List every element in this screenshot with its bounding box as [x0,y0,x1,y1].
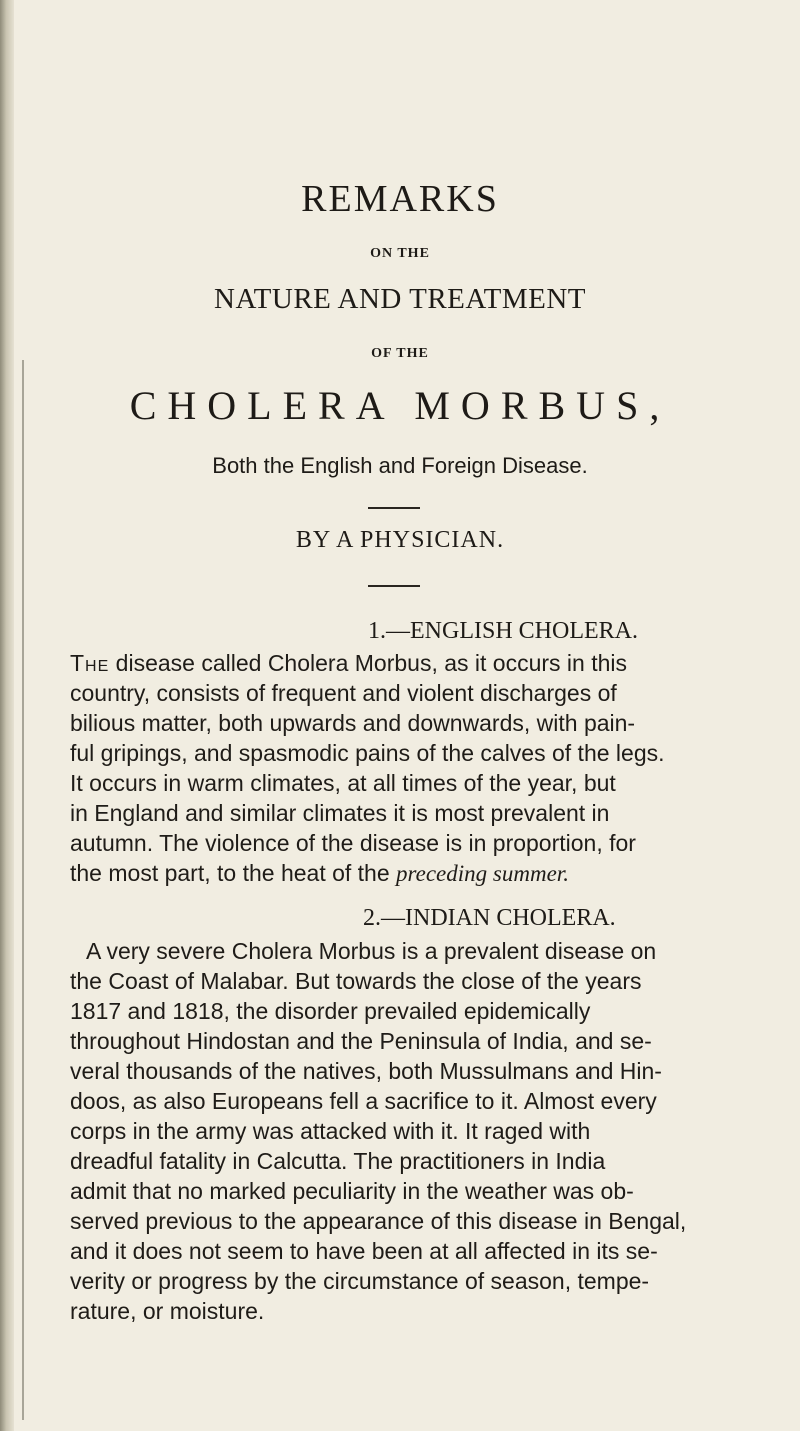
paragraph-line: 1817 and 1818, the disorder prevailed epidemically [70,998,591,1024]
paragraph-line: ful gripings, and spasmodic pains of the calves of the legs. [70,740,665,766]
paragraph-line: verity or progress by the circumstance of season, tempe- [70,1268,650,1294]
drop-word: The [70,650,110,676]
paragraph-line: A very severe Cholera Morbus is a prevalent disease on [86,938,657,964]
section-heading-indian-cholera: 2.—INDIAN CHOLERA. [363,905,616,931]
paragraph-line: country, consists of frequent and violent discharges of [70,680,617,706]
paragraph-line: served previous to the appearance of this disease in Bengal, [70,1208,687,1234]
paragraph-line: rature, or moisture. [70,1298,265,1324]
paragraph-line: in England and similar climates it is most prevalent in [70,800,610,826]
title-rule-top [368,507,420,509]
title-cholera-morbus: CHOLERA MORBUS, [129,383,671,428]
author-line: BY A PHYSICIAN. [295,527,505,553]
title-rule-bottom [368,585,420,587]
paragraph-line: It occurs in warm climates, at all times of the year, but [70,770,616,796]
paragraph-line: the Coast of Malabar. But towards the close of the years [70,968,642,994]
paragraph-line: corps in the army was attacked with it. It raged with [70,1118,591,1144]
paragraph-line: bilious matter, both upwards and downwards, with pain- [70,710,636,736]
paragraph-line: and it does not seem to have been at all affected in its se- [70,1238,658,1264]
subtitle: Both the English and Foreign Disease. [212,453,588,478]
paragraph-line: doos, as also Europeans fell a sacrifice to it. Almost every [70,1088,657,1114]
paragraph-line: dreadful fatality in Calcutta. The practitioners in India [70,1148,606,1174]
paragraph-line: throughout Hindostan and the Peninsula of India, and se- [70,1028,652,1054]
paragraph-line: The disease called Cholera Morbus, as it occurs in this [70,650,628,676]
title-nature-and-treatment: NATURE AND TREATMENT [214,283,586,315]
title-remarks: REMARKS [301,178,499,220]
paragraph-line: admit that no marked peculiarity in the weather was ob- [70,1178,634,1204]
italic-phrase: preceding summer. [396,861,569,886]
title-on-the: ON THE [370,246,430,261]
paragraph-line: the most part, to the heat of the preceding summer. [70,860,569,886]
title-of-the: OF THE [371,346,429,361]
paragraph-line: veral thousands of the natives, both Mussulmans and Hin- [70,1058,662,1084]
page-binding-edge [22,360,24,1420]
paragraph-line: autumn. The violence of the disease is in proportion, for [70,830,636,856]
section-heading-english-cholera: 1.—ENGLISH CHOLERA. [368,618,638,644]
